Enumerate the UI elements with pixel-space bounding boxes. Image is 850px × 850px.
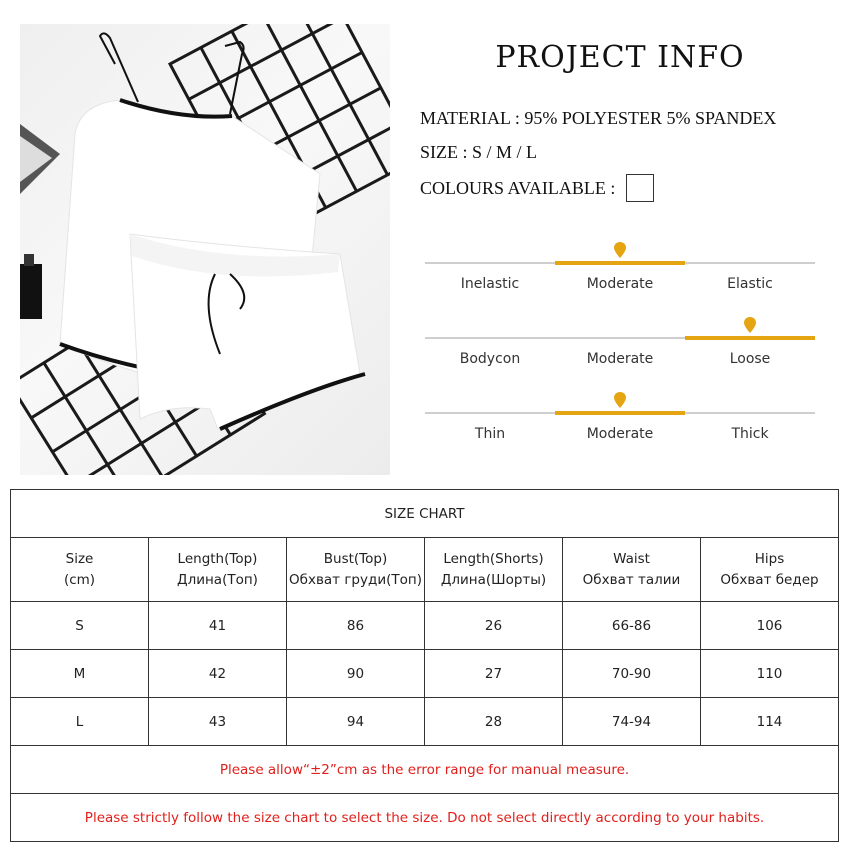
cell-size: L [11, 698, 149, 746]
location-pin-icon [614, 392, 626, 408]
measurement-error-note: Please allow“±2”cm as the error range for manual measure. [11, 746, 839, 794]
size-chart-table [10, 489, 839, 842]
header-bust-top: Bust(Top) Обхват груди(Топ) [287, 538, 425, 602]
cell-size: S [11, 602, 149, 650]
size-line: SIZE : S / M / L [420, 142, 538, 162]
thickness-scale [425, 412, 815, 472]
cell-length-top: 41 [149, 602, 287, 650]
cell-length-shorts: 27 [425, 650, 563, 698]
product-photo [20, 24, 390, 475]
header-hips: Hips Обхват бедер [701, 538, 839, 602]
cell-length-top: 42 [149, 650, 287, 698]
header-size: Size (cm) [11, 538, 149, 602]
scale-label-middle: Moderate [586, 351, 654, 367]
cell-hips: 114 [701, 698, 839, 746]
scale-selected-segment [555, 411, 685, 415]
location-pin-icon [614, 242, 626, 258]
table-header-row [11, 538, 839, 602]
size-selection-note: Please strictly follow the size chart to select the size. Do not select directly according to your habits. [11, 794, 839, 842]
colour-swatch-white[interactable] [626, 174, 654, 202]
header-length-top: Length(Top) Длина(Топ) [149, 538, 287, 602]
shorts [130, 234, 365, 429]
scale-label-right: Elastic [727, 276, 773, 292]
scale-label-left: Bodycon [459, 351, 521, 367]
perfume-bottle-decor [20, 254, 42, 319]
table-row [11, 602, 839, 650]
notebook-decor [20, 124, 60, 194]
cell-length-top: 43 [149, 698, 287, 746]
cell-waist: 74-94 [563, 698, 701, 746]
cell-bust-top: 86 [287, 602, 425, 650]
cell-hips: 106 [701, 602, 839, 650]
cell-waist: 70-90 [563, 650, 701, 698]
header-waist: Waist Обхват талии [563, 538, 701, 602]
cell-length-shorts: 26 [425, 602, 563, 650]
elasticity-scale [425, 262, 815, 322]
scale-label-middle: Moderate [586, 276, 654, 292]
cell-length-shorts: 28 [425, 698, 563, 746]
cell-size: M [11, 650, 149, 698]
fit-scale [425, 337, 815, 397]
cell-waist: 66-86 [563, 602, 701, 650]
project-info-title: PROJECT INFO [495, 40, 745, 75]
colours-label: COLOURS AVAILABLE : [420, 178, 616, 199]
table-row [11, 698, 839, 746]
cell-bust-top: 94 [287, 698, 425, 746]
scale-label-right: Thick [731, 426, 769, 442]
scale-label-middle: Moderate [586, 426, 654, 442]
scale-label-left: Inelastic [460, 276, 520, 292]
table-row [11, 650, 839, 698]
cell-hips: 110 [701, 650, 839, 698]
cell-bust-top: 90 [287, 650, 425, 698]
material-line: MATERIAL : 95% POLYESTER 5% SPANDEX [420, 108, 777, 128]
scale-selected-segment [685, 336, 815, 340]
scale-label-left: Thin [474, 426, 506, 442]
size-chart-title: SIZE CHART [11, 490, 839, 538]
location-pin-icon [744, 317, 756, 333]
scale-selected-segment [555, 261, 685, 265]
scale-label-right: Loose [729, 351, 771, 367]
header-length-shorts: Length(Shorts) Длина(Шорты) [425, 538, 563, 602]
pajama-set-illustration [20, 24, 390, 475]
colours-line [420, 176, 654, 204]
